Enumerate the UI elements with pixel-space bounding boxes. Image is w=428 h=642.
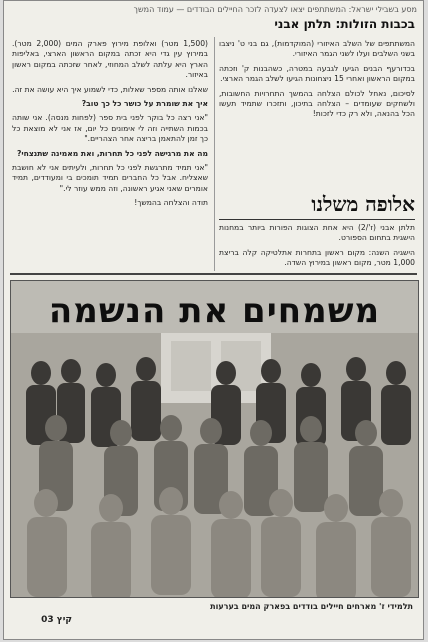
group-photo (11, 333, 418, 597)
photo-caption: תלמידי ז' מארחים חיילים בודדים בפארק המים בערעות (210, 602, 413, 611)
article-headline: בכבות הזולות: תלתן אבני (274, 17, 415, 31)
photo-feature (10, 280, 419, 598)
right-column-lower-text (219, 223, 415, 273)
newspaper-page (3, 0, 424, 640)
top-cut-text: מסע בשבילי ישראל: המשתתפים יצאו לצעדה לזכר החיילים הבודדים — עמוד המשך (133, 5, 417, 14)
interview-question: איך את שומרת על כושר כל כך טוב? (81, 99, 208, 109)
right-column-text (219, 39, 415, 184)
paragraph: הישגיה השנה: מקום ראשון בתחרות אתלטיקה קלה בריצת 1,000 מטר, מקום ראשון במירוץ השדה. (219, 247, 415, 268)
photo-headline: משמחים את הנשמה (48, 291, 381, 331)
title-divider (219, 219, 415, 220)
left-column-text (12, 39, 208, 271)
section-divider (10, 273, 417, 275)
closing-line: תודה והצלחה בהמשך! (134, 198, 208, 208)
paragraph: תלתן אבני (ז'/2) היא אחת הצוגות הפורות ביותר במחנות הישגית בתחום הספורט. (219, 223, 415, 243)
paragraph: בכדורעף הבנים הגיעו לגבעה במטרה, כשהבנות ק' וזכתה במקום הראשון ואחרי 15 ניצחונות הגיעו לשלב הגמר הארצי. (219, 63, 415, 84)
interview-answer: "אני תמיד מתרגשת לפני כל תחרות, ולעיתים אני לא חושבת שאצליח. אבל כל החברים תמיד תומכים בי ומעודדים, תמיד אומרים שאני אגיע ראשונה, וזה ממש עוזר לי." (12, 163, 208, 193)
interview-question: מה את מרגישה לפני כל תחרות, ואת מאמינה שתנצחי? (16, 148, 208, 158)
paragraph: (1,500 מטר) ואלופת מירוץ פארק המים (2,000 מטר). במירוץ עין גדי היא זכתה במקום הראשון הארצי, באליפות הארץ היא עלתה לשלב המחוזי, לאחר שזכתה במקום ראשון באיזור. (12, 39, 208, 80)
column-divider (214, 37, 215, 271)
section-title: אלופה משלנו (311, 192, 415, 216)
paragraph: שאלנו אותה מספר שאלות, כדי לשמוע איך היא עושה את זה. (12, 84, 208, 94)
paragraph: המשתתפים של השלב האיזורי (המוקדמות), גם בני ט' ניצבו בשני השלבים ועלו לשני הגמר האיזורי. (219, 39, 415, 59)
interview-answer: "אני רצה כל בוקר לפני בית ספר (לפחות מנסה). אני שותה בכמות השתייה וזה לי אימונים כל יום, אז אני לא מוצאת כל כך זמן להתאמן בריצה אחר הצהריים." (12, 113, 208, 144)
page-footer: קיץ 03 (41, 615, 72, 625)
paragraph: לסיכום, נאחל לכולם הצלחה בהמשך התחרויות החשובות, ולשחקים שעומדים – הצלחה בתיכון, ותזכרו שתמיד תעשו הכל בהנאה, ולא רק כדי לזכות! (219, 88, 415, 119)
